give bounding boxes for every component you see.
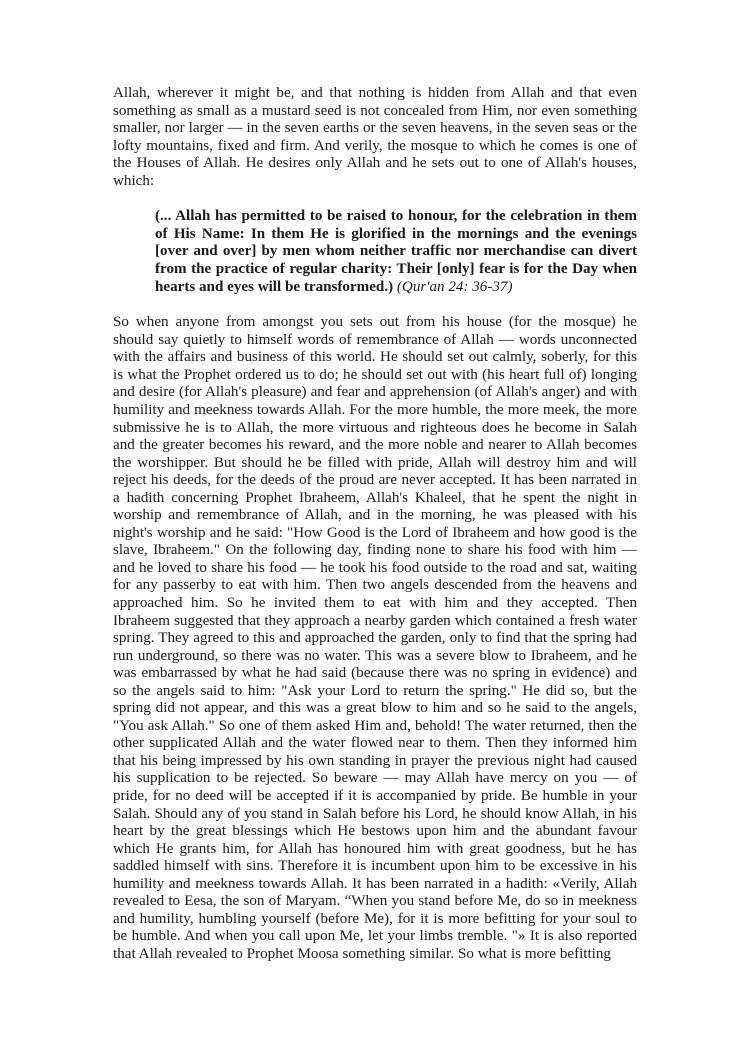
paragraph-opening: Allah, wherever it might be, and that nothing is hidden from Allah and that even something as small as a mustard seed is not concealed from Him, nor even something smaller, nor larger — in the seven earths or the seven heavens, in the seven seas or the lofty mountains, fixed and firm. And verily, the mosque to which he comes is one of the Houses of Allah. He desires only Allah and he sets out to one of Allah's houses, which:	[113, 85, 637, 189]
page-content	[113, 85, 637, 964]
quranic-quotation-block	[155, 208, 637, 297]
paragraph-main-body: So when anyone from amongst you sets out from his house (for the mosque) he should say quietly to himself words of remembrance of Allah — words unconnected with the affairs and business of this world. He should set out calmly, soberly, for this is what the Prophet ordered us to do; he should set out with (his heart full of) longing and desire (for Allah's pleasure) and fear and apprehension (of Allah's anger) and with humility and meekness towards Allah. For the more humble, the more meek, the more submissive he is to Allah, the more virtuous and righteous does he become in Salah and the greater becomes his reward, and the more noble and nearer to Allah becomes the worshipper. But should he be filled with pride, Allah will destroy him and will reject his deeds, for the deeds of the proud are never accepted. It has been narrated in a hadith concerning Prophet Ibraheem, Allah's Khaleel, that he spent the night in worship and remembrance of Allah, and in the morning, he was pleased with his night's worship and he said: "How Good is the Lord of Ibraheem and how good is the slave, Ibraheem." On the following day, finding none to share his food with him — and he loved to share his food — he took his food outside to the road and sat, waiting for any passerby to eat with him. Then two angels descended from the heavens and approached him. So he invited them to eat with him and they accepted. Then Ibraheem suggested that they approach a nearby garden which contained a fresh water spring. They agreed to this and approached the garden, only to find that the spring had run underground, so there was no water. This was a severe blow to Ibraheem, and he was embarrassed by what he had said (because there was no spring in evidence) and so the angels said to him: "Ask your Lord to return the spring." He did so, but the spring did not appear, and this was a great blow to him and so he said to the angels, "You ask Allah." So one of them asked Him and, behold! The water returned, then the other supplicated Allah and the water flowed near to them. Then they informed him that his being impressed by his own standing in prayer the previous night had caused his supplication to be rejected. So beware — may Allah have mercy on you — of pride, for no deed will be accepted if it is accompanied by pride. Be humble in your Salah. Should any of you stand in Salah before his Lord, he should know Allah, in his heart by the great blessings which He bestows upon him and the abundant favour which He grants him, for Allah has honoured him with great goodness, but he has saddled himself with sins. Therefore it is incumbent upon him to be excessive in his humility and meekness towards Allah. It has been narrated in a hadith: «Verily, Allah revealed to Eesa, the son of Maryam. “When you stand before Me, do so in meekness and humility, humbling yourself (before Me), for it is more befitting for your soul to be humble. And when you call upon Me, let your limbs tremble. "» It is also reported that Allah revealed to Prophet Moosa something similar. So what is more befitting	[113, 314, 637, 962]
quotation-citation: (Qur'an 24: 36-37)	[393, 278, 513, 295]
quotation-text: (... Allah has permitted to be raised to honour, for the celebration in them of His Name: In them He is glorified in the mornings and the evenings [over and over] by men whom neither traffic nor merchandise can divert from the practice of regular charity: Their [only] fear is for the Day when hearts and eyes will be transformed.)	[155, 207, 637, 295]
